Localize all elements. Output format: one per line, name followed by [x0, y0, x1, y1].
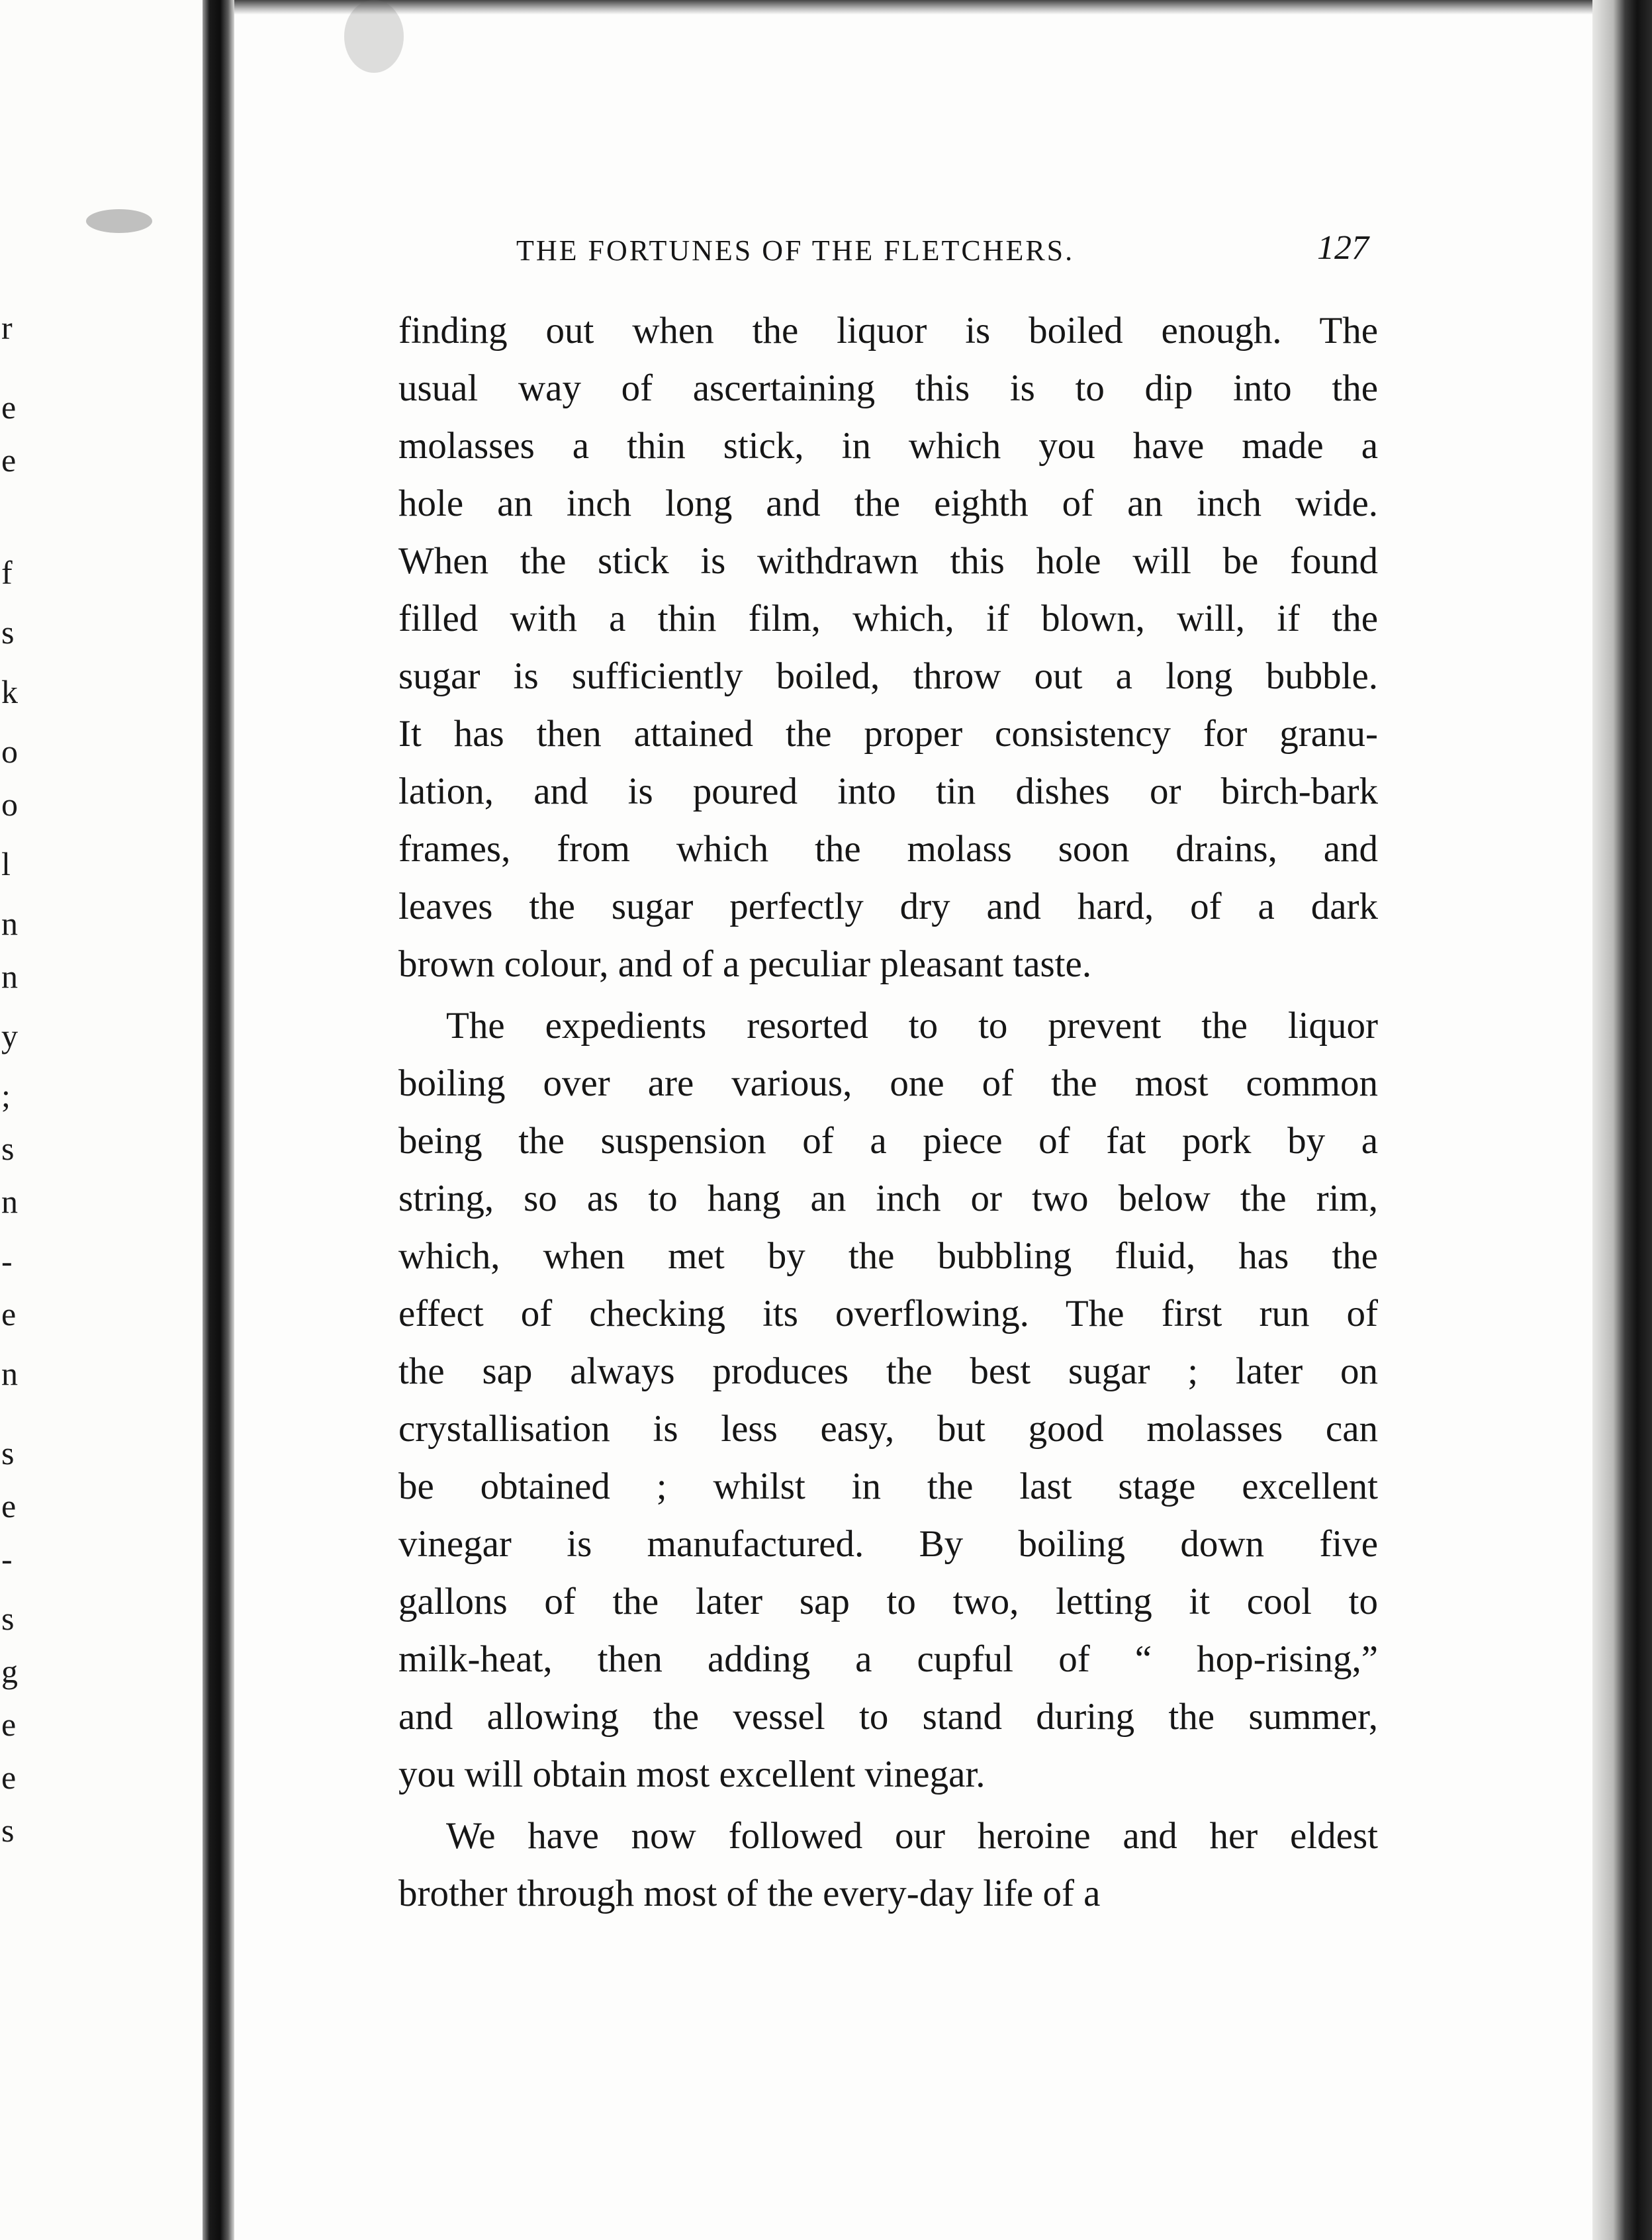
text-line: effect of checking its overflowing. The first run of — [398, 1293, 1378, 1334]
facing-page-fragment: e — [1, 1759, 17, 1796]
facing-page-fragment: k — [1, 673, 18, 710]
text-line: leaves the sugar perfectly dry and hard, of a dark — [398, 886, 1378, 927]
text-line: the sap always produces the best sugar ; later on — [398, 1350, 1378, 1392]
facing-page-fragment: e — [1, 442, 17, 479]
facing-page-fragment: s — [1, 1812, 15, 1849]
facing-page-fragment: f — [1, 554, 13, 591]
text-line: and allowing the vessel to stand during the summer, — [398, 1696, 1378, 1738]
facing-page-fragment: s — [1, 614, 15, 651]
facing-page — [0, 0, 210, 2240]
facing-page-text-fragments — [0, 0, 26, 2240]
facing-page-fragment: s — [1, 1600, 15, 1637]
text-line: hole an inch long and the eighth of an inch wide. — [398, 483, 1378, 524]
text-line: molasses a thin stick, in which you have made a — [398, 425, 1378, 467]
text-line: string, so as to hang an inch or two below the rim, — [398, 1178, 1378, 1219]
text-line: When the stick is withdrawn this hole will be found — [398, 540, 1378, 582]
facing-page-fragment: o — [1, 733, 18, 770]
facing-page-fragment: e — [1, 1295, 17, 1332]
text-line: you will obtain most excellent vinegar. — [398, 1753, 986, 1795]
facing-page-fragment: n — [1, 1355, 18, 1392]
facing-page-fragment: - — [1, 1540, 13, 1577]
stain-mark — [86, 209, 152, 233]
facing-page-fragment: o — [1, 786, 18, 823]
body-text — [398, 302, 1378, 1922]
text-line: It has then attained the proper consistency for granu- — [398, 713, 1378, 755]
stain-mark — [344, 0, 404, 73]
text-line: usual way of ascertaining this is to dip into the — [398, 367, 1378, 409]
text-line: be obtained ; whilst in the last stage excellent — [398, 1466, 1378, 1507]
facing-page-fragment: e — [1, 1487, 17, 1524]
text-line: which, when met by the bubbling fluid, has the — [398, 1235, 1378, 1277]
text-line: finding out when the liquor is boiled enough. The — [398, 310, 1378, 351]
facing-page-fragment: - — [1, 1242, 13, 1280]
text-line: lation, and is poured into tin dishes or birch-bark — [398, 770, 1378, 812]
facing-page-fragment: e — [1, 389, 17, 426]
facing-page-fragment: l — [1, 845, 11, 882]
text-line: frames, from which the molass soon drains, and — [398, 828, 1378, 870]
text-line: filled with a thin film, which, if blown, will, if the — [398, 598, 1378, 639]
facing-page-fragment: ; — [1, 1077, 11, 1114]
facing-page-fragment: g — [1, 1653, 18, 1690]
text-line: We have now followed our heroine and her eldest — [446, 1815, 1378, 1857]
text-line: milk-heat, then adding a cupful of “ hop-rising,” — [398, 1638, 1378, 1680]
facing-page-fragment: n — [1, 958, 18, 995]
facing-page-fragment: s — [1, 1130, 15, 1167]
paragraph — [398, 302, 1378, 993]
text-line: boiling over are various, one of the most common — [398, 1062, 1378, 1104]
text-line: brother through most of the every-day life of a — [398, 1873, 1101, 1914]
text-line: brown colour, and of a peculiar pleasant taste. — [398, 943, 1092, 985]
book-gutter — [203, 0, 234, 2240]
facing-page-fragment: y — [1, 1017, 18, 1054]
facing-page-fragment: s — [1, 1434, 15, 1471]
facing-page-fragment: n — [1, 905, 18, 942]
text-line: crystallisation is less easy, but good molasses can — [398, 1408, 1378, 1450]
facing-page-fragment: e — [1, 1706, 17, 1743]
facing-page-fragment: r — [1, 309, 13, 346]
text-line: vinegar is manufactured. By boiling down five — [398, 1523, 1378, 1565]
text-line: The expedients resorted to to prevent the liquor — [446, 1005, 1378, 1047]
text-line: sugar is sufficiently boiled, throw out a long bubble. — [398, 655, 1378, 697]
running-title: THE FORTUNES OF THE FLETCHERS. — [516, 234, 1075, 267]
page-top-edge — [234, 0, 1592, 15]
facing-page-fragment: n — [1, 1183, 18, 1220]
text-line: being the suspension of a piece of fat pork by a — [398, 1120, 1378, 1162]
paragraph — [398, 1807, 1378, 1922]
paragraph — [398, 997, 1378, 1803]
text-line: gallons of the later sap to two, letting it cool to — [398, 1581, 1378, 1622]
page-right-edge — [1592, 0, 1652, 2240]
page-number: 127 — [1317, 229, 1369, 267]
